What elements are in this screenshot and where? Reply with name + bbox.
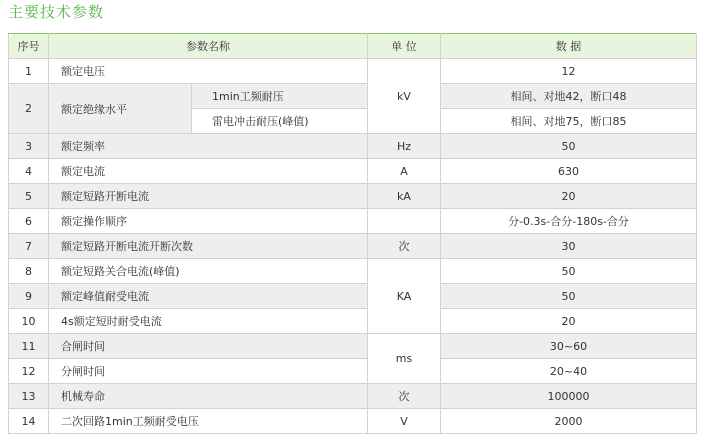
value-cell: 20	[441, 184, 697, 209]
table-row	[9, 284, 697, 309]
header-unit: 单 位	[368, 34, 441, 59]
param-subname: 1min工频耐压	[192, 84, 368, 109]
row-number: 4	[9, 159, 49, 184]
param-name: 额定短路关合电流(峰值)	[49, 259, 368, 284]
value-cell: 50	[441, 134, 697, 159]
unit-cell: V	[368, 409, 441, 434]
param-name: 二次回路1min工频耐受电压	[49, 409, 368, 434]
row-number: 1	[9, 59, 49, 84]
param-name: 额定电压	[49, 59, 368, 84]
unit-cell: 次	[368, 384, 441, 409]
header-name: 参数名称	[49, 34, 368, 59]
unit-cell	[368, 209, 441, 234]
table-row	[9, 84, 697, 109]
row-number: 10	[9, 309, 49, 334]
value-cell: 30~60	[441, 334, 697, 359]
row-number: 2	[9, 84, 49, 134]
unit-cell: kV	[368, 59, 441, 134]
row-number: 11	[9, 334, 49, 359]
param-name: 额定短路开断电流开断次数	[49, 234, 368, 259]
table-row	[9, 384, 697, 409]
row-number: 8	[9, 259, 49, 284]
unit-cell: ms	[368, 334, 441, 384]
unit-cell: 次	[368, 234, 441, 259]
row-number: 7	[9, 234, 49, 259]
value-cell: 20	[441, 309, 697, 334]
param-name: 额定短路开断电流	[49, 184, 368, 209]
row-number: 13	[9, 384, 49, 409]
page-title: 主要技术参数	[8, 3, 105, 21]
param-name: 分闸时间	[49, 359, 368, 384]
param-name: 额定电流	[49, 159, 368, 184]
table-row	[9, 359, 697, 384]
unit-cell: Hz	[368, 134, 441, 159]
param-name: 4s额定短时耐受电流	[49, 309, 368, 334]
table-row	[9, 59, 697, 84]
parameter-table	[8, 33, 697, 434]
row-number: 5	[9, 184, 49, 209]
param-name: 额定操作顺序	[49, 209, 368, 234]
value-cell: 20~40	[441, 359, 697, 384]
unit-cell: KA	[368, 259, 441, 334]
value-cell: 相间、对地75，断口85	[441, 109, 697, 134]
header-data: 数 据	[441, 34, 697, 59]
row-number: 9	[9, 284, 49, 309]
table-row	[9, 334, 697, 359]
param-name: 额定峰值耐受电流	[49, 284, 368, 309]
value-cell: 30	[441, 234, 697, 259]
value-cell: 2000	[441, 409, 697, 434]
value-cell: 相间、对地42，断口48	[441, 84, 697, 109]
row-number: 14	[9, 409, 49, 434]
value-cell: 630	[441, 159, 697, 184]
param-name: 额定频率	[49, 134, 368, 159]
value-cell: 50	[441, 259, 697, 284]
unit-cell: kA	[368, 184, 441, 209]
table-row	[9, 234, 697, 259]
header-no: 序号	[9, 34, 49, 59]
unit-cell: A	[368, 159, 441, 184]
param-name: 机械寿命	[49, 384, 368, 409]
value-cell: 分-0.3s-合分-180s-合分	[441, 209, 697, 234]
table-header-row	[9, 34, 697, 59]
param-name: 合闸时间	[49, 334, 368, 359]
table-row	[9, 184, 697, 209]
row-number: 3	[9, 134, 49, 159]
param-subname: 雷电冲击耐压(峰值)	[192, 109, 368, 134]
table-row	[9, 409, 697, 434]
value-cell: 100000	[441, 384, 697, 409]
table-row	[9, 209, 697, 234]
table-row	[9, 159, 697, 184]
param-name: 额定绝缘水平	[49, 84, 192, 134]
row-number: 6	[9, 209, 49, 234]
value-cell: 12	[441, 59, 697, 84]
row-number: 12	[9, 359, 49, 384]
table-row	[9, 309, 697, 334]
table-row	[9, 134, 697, 159]
table-row	[9, 259, 697, 284]
value-cell: 50	[441, 284, 697, 309]
